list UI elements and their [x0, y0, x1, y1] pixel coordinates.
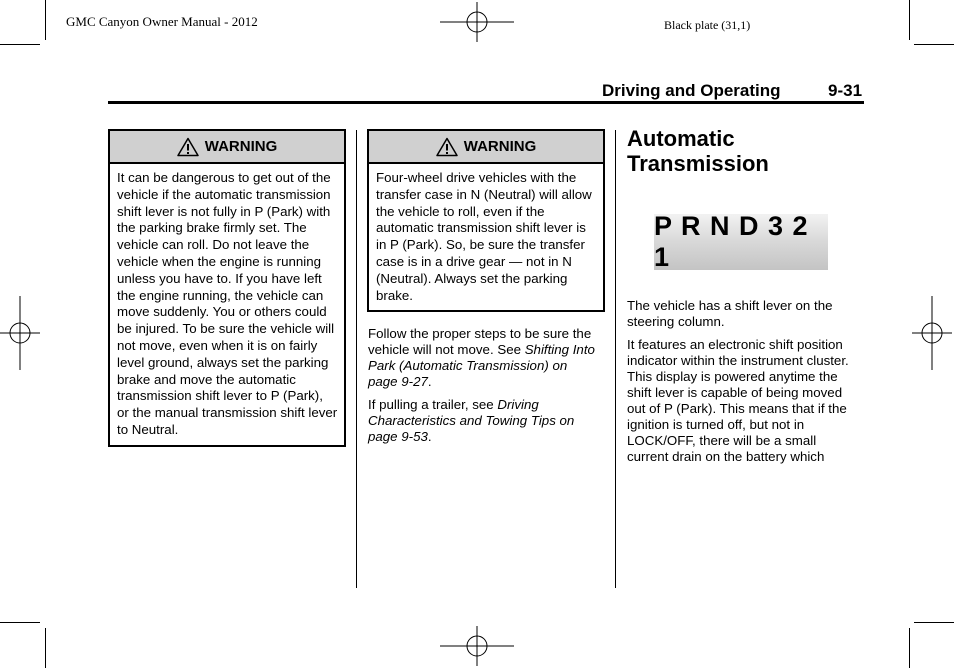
shift-indicator-graphic: P R N D 3 2 1 [654, 214, 828, 270]
column-divider [356, 130, 357, 588]
paragraph-end: . [427, 374, 432, 389]
warning-text: It can be dangerous to get out of the vehicle if the automatic transmission shift lever is not fully in P (Park) with the parking brake firmly set. The vehicle can roll. Do not leave the vehicle when the engine is running unless you have to. If you have left the engine running, the vehicle can move suddenly. You or others could be injured. To be sure the vehicle will not move, even when it is on fairly level ground, always set the parking brake and move the automatic transmission shift lever to P (Park), or the manual transmission shift lever to Neutral. [117, 170, 338, 437]
registration-mark-icon [440, 2, 514, 42]
body-paragraph: It features an electronic shift position indicator within the instrument cluster. This display is powered anytime the shift lever is capable of being moved out of P (Park). This means that if the ignition is turned off, but not in LOCK/OFF, there will be a small current drain on the battery which [627, 337, 849, 464]
crop-mark [45, 628, 46, 668]
cross-reference-link[interactable]: Driving Characteristics and Towing Tips on page 9-53 [368, 397, 575, 444]
warning-box [108, 129, 346, 447]
crop-mark [909, 0, 910, 40]
paragraph-end: . [427, 429, 432, 444]
column-divider [615, 130, 616, 588]
body-paragraph [368, 397, 600, 445]
plate-title: GMC Canyon Owner Manual - 2012 [66, 14, 258, 29]
header-rule [108, 101, 864, 104]
warning-icon [436, 137, 458, 157]
registration-mark-icon [0, 296, 40, 370]
crop-mark [914, 44, 954, 45]
page-number: 9-31 [828, 81, 863, 100]
crop-mark [45, 0, 46, 40]
warning-icon [177, 137, 199, 157]
crop-mark [0, 44, 40, 45]
section-heading: Automatic Transmission [627, 126, 769, 176]
paragraph-text: Follow the proper steps to be sure the vehicle will not move. See [368, 326, 592, 357]
crop-mark [0, 622, 40, 623]
crop-mark [909, 628, 910, 668]
plate-number: Black plate (31,1) [664, 18, 751, 32]
section-title: Driving and Operating [602, 81, 781, 100]
warning-header [369, 131, 603, 164]
warning-label: WARNING [204, 138, 278, 155]
warning-header [110, 131, 344, 164]
warning-box [367, 129, 605, 312]
paragraph-text: If pulling a trailer, see [368, 397, 498, 412]
warning-text: Four-wheel drive vehicles with the transfer case in N (Neutral) will allow the vehicle to roll, even if the automatic transmission shift lever is in P (Park). So, be sure the transfer case is in a drive gear — not in N (Neutral). Always set the parking brake. [376, 170, 592, 303]
body-paragraph [368, 326, 600, 390]
registration-mark-icon [440, 626, 514, 666]
body-paragraph: The vehicle has a shift lever on the steering column. [627, 298, 833, 329]
cross-reference-link[interactable]: Shifting Into Park (Automatic Transmission) on page 9-27 [368, 342, 595, 389]
registration-mark-icon [912, 296, 952, 370]
crop-mark [914, 622, 954, 623]
warning-label: WARNING [463, 138, 537, 155]
